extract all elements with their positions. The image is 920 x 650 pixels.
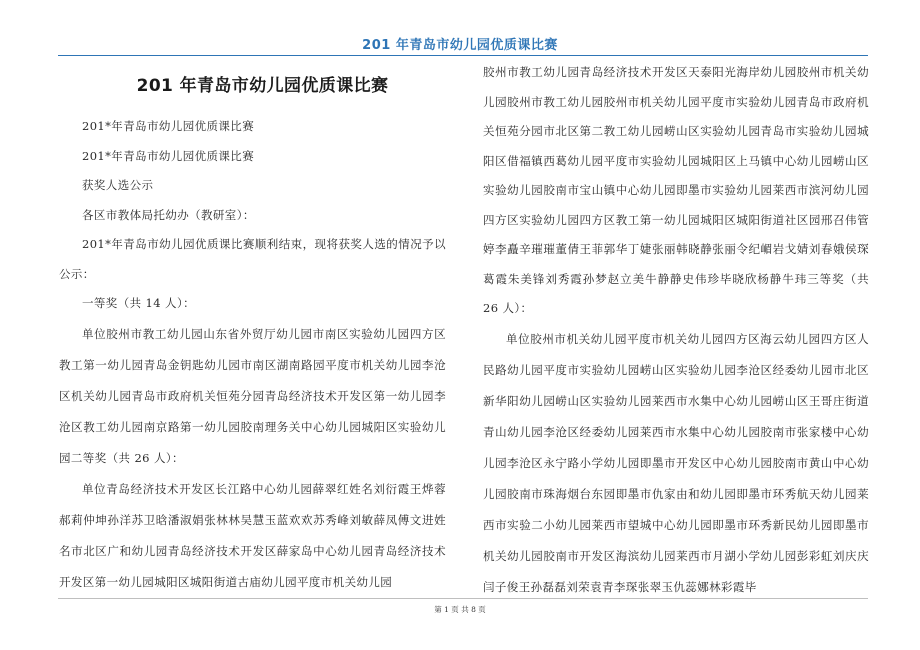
page-number: 第 1 页 共 8 页 <box>434 605 486 614</box>
footer-divider <box>58 598 868 599</box>
paragraph: 201*年青岛市幼儿园优质课比赛 <box>82 119 255 133</box>
first-prize-heading: 一等奖（共 14 人）： <box>82 296 195 310</box>
paragraph: 201*年青岛市幼儿园优质课比赛 <box>82 148 255 163</box>
right-column <box>483 58 869 603</box>
paragraph: 各区市教体局托幼办（教研室）： <box>82 207 255 222</box>
paragraph: 201*年青岛市幼儿园优质课比赛顺利结束，现将获奖人选的情况予以公示： <box>59 237 446 281</box>
second-prize-list: 单位青岛经济技术开发区长江路中心幼儿园薛翠红姓名刘衍霞王烨蓉郝莉仲坤孙洋苏卫晗潘淑娟张林林吴慧玉蓝欢欢苏秀峰刘敏薛凤傅文进姓名市北区广和幼儿园青岛经济技术开发区薛家岛中心幼儿园青岛经济技术开发区第一幼儿园城阳区城阳街道古庙幼儿园平度市机关幼儿园 <box>59 481 446 589</box>
header-divider <box>58 55 868 56</box>
document-title: 201 年青岛市幼儿园优质课比赛 <box>136 76 389 96</box>
running-header-title: 201 年青岛市幼儿园优质课比赛 <box>362 38 558 53</box>
third-prize-list: 单位胶州市机关幼儿园平度市机关幼儿园四方区海云幼儿园四方区人民路幼儿园平度市实验幼儿园崂山区实验幼儿园李沧区经委幼儿园市北区新华阳幼儿园崂山区实验幼儿园莱西市水集中心幼儿园崂山区王哥庄街道青山幼儿园李沧区经委幼儿园莱西市水集中心幼儿园胶南市张家楼中心幼儿园李沧区永宁路小学幼儿园即墨市开发区中心幼儿园胶南市黄山中心幼儿园胶南市珠海烟台东园即墨市仇家由和幼儿园即墨市环秀航天幼儿园莱西市实验二小幼儿园莱西市望城中心幼儿园即墨市环秀新民幼儿园即墨市机关幼儿园胶南市开发区海滨幼儿园莱西市月湖小学幼儿园彭彩虹刘庆庆闫子俊王孙磊磊刘荣袁青李琛张翠玉仇蕊娜林彩霞毕 <box>483 331 869 594</box>
left-column <box>59 60 446 598</box>
paragraph: 获奖人选公示 <box>82 178 154 192</box>
continued-paragraph: 胶州市教工幼儿园青岛经济技术开发区天泰阳光海岸幼儿园胶州市机关幼儿园胶州市教工幼儿园胶州市机关幼儿园平度市实验幼儿园青岛市政府机关恒苑分园市北区第二教工幼儿园崂山区实验幼儿园青岛市实验幼儿园城阳区借福镇西葛幼儿园平度市实验幼儿园城阳区上马镇中心幼儿园崂山区实验幼儿园胶南市宝山镇中心幼儿园即墨市实验幼儿园莱西市滨河幼儿园四方区实验幼儿园四方区教工第一幼儿园城阳区城阳街道社区园邢召伟管婷李矗辛璀璀董倩王菲郭华丁婕张丽韩晓静张丽令纪嵋岩戈婧刘春娥侯琛葛霞朱美锋刘秀霞孙梦赵立美牛静静史伟珍毕晓欣杨静牛玮三等奖（共 26 人）： <box>483 65 869 315</box>
first-prize-list: 单位胶州市教工幼儿园山东省外贸厅幼儿园市南区实验幼儿园四方区教工第一幼儿园青岛金钥匙幼儿园市南区湖南路园平度市机关幼儿园李沧区机关幼儿园青岛市政府机关恒苑分园青岛经济技术开发区第一幼儿园李沧区教工幼儿园南京路第一幼儿园胶南理务关中心幼儿园城阳区实验幼儿园二等奖（共 26 人）： <box>59 326 446 465</box>
